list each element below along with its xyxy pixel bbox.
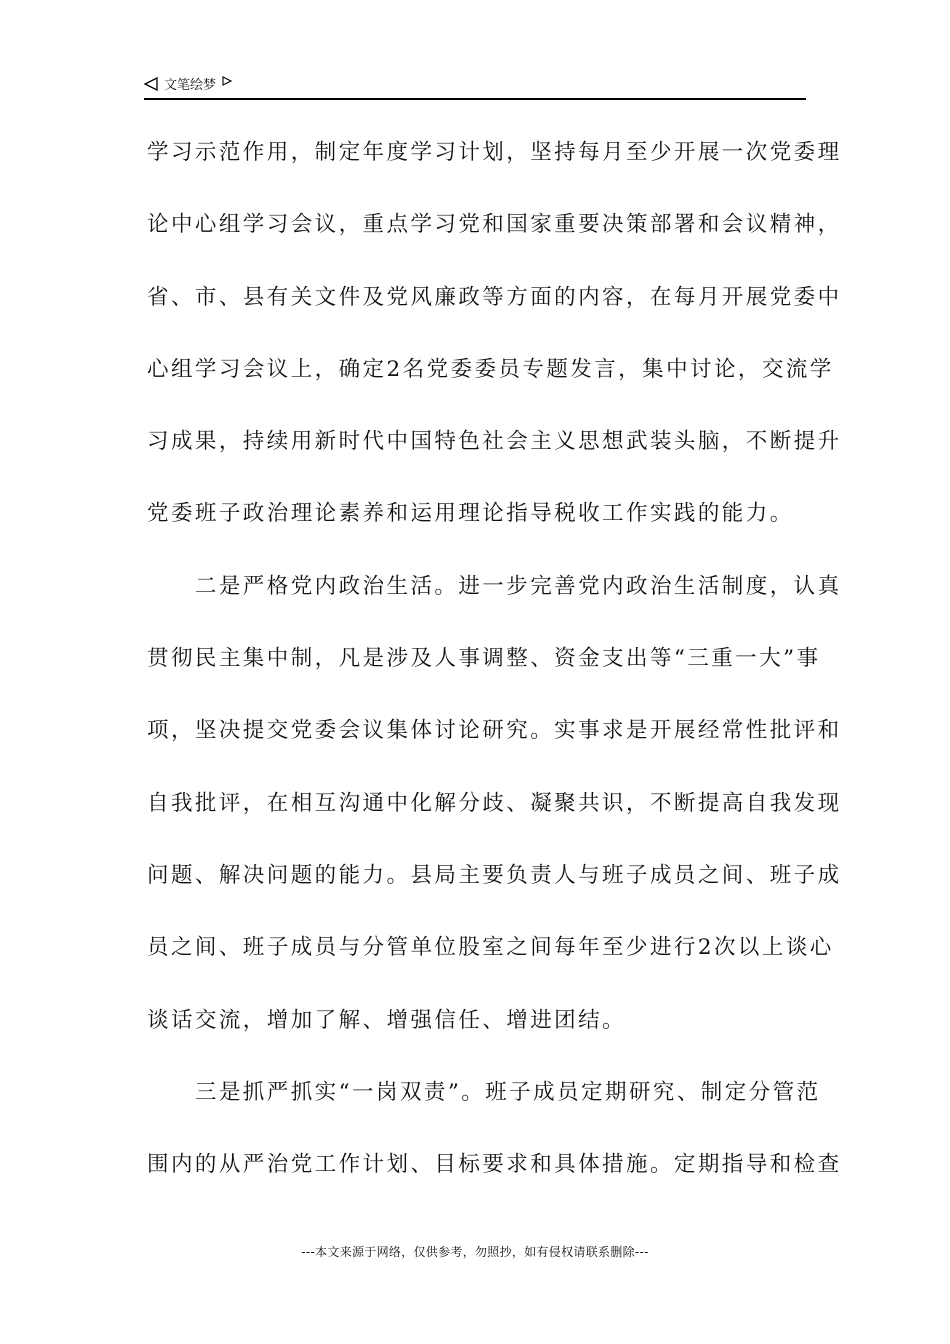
text-line: 谈话交流，增加了解、增强信任、增进团结。	[147, 1007, 627, 1033]
text-line: 心组学习会议上，确定2名党委委员专题发言，集中讨论，交流学	[147, 356, 834, 382]
text-line: 围内的从严治党工作计划、目标要求和具体措施。定期指导和检查	[147, 1152, 842, 1178]
page-header	[144, 72, 806, 100]
text-line: 自我批评，在相互沟通中化解分歧、凝聚共识，不断提高自我发现	[147, 790, 842, 816]
footer-disclaimer: ---本文来源于网络，仅供参考，勿照抄，如有侵权请联系删除---	[301, 1245, 649, 1259]
text-line: 贯彻民主集中制，凡是涉及人事调整、资金支出等“三重一大”事	[147, 646, 821, 672]
document-body	[147, 128, 842, 1212]
text-line: 员之间、班子成员与分管单位股室之间每年至少进行2次以上谈心	[147, 935, 834, 961]
text-line: 习成果，持续用新时代中国特色社会主义思想武装头脑，不断提升	[147, 429, 842, 455]
triangle-left-icon	[144, 77, 158, 91]
header-content	[144, 74, 232, 93]
text-line: 党委班子政治理论素养和运用理论指导税收工作实践的能力。	[147, 501, 794, 527]
text-line: 项，坚决提交党委会议集体讨论研究。实事求是开展经常性批评和	[147, 718, 842, 744]
text-line: 省、市、县有关文件及党风廉政等方面的内容，在每月开展党委中	[147, 284, 842, 310]
text-line: 论中心组学习会议，重点学习党和国家重要决策部署和会议精神，	[147, 212, 842, 238]
text-line: 二是严格党内政治生活。进一步完善党内政治生活制度，认真	[147, 573, 842, 599]
text-line: 三是抓严抓实“一岗双责”。班子成员定期研究、制定分管范	[147, 1079, 821, 1105]
text-line: 问题、解决问题的能力。县局主要负责人与班子成员之间、班子成	[147, 862, 842, 888]
header-title: 文笔绘梦	[164, 78, 217, 93]
triangle-right-icon	[222, 76, 232, 86]
text-line: 学习示范作用，制定年度学习计划，坚持每月至少开展一次党委理	[147, 140, 842, 165]
